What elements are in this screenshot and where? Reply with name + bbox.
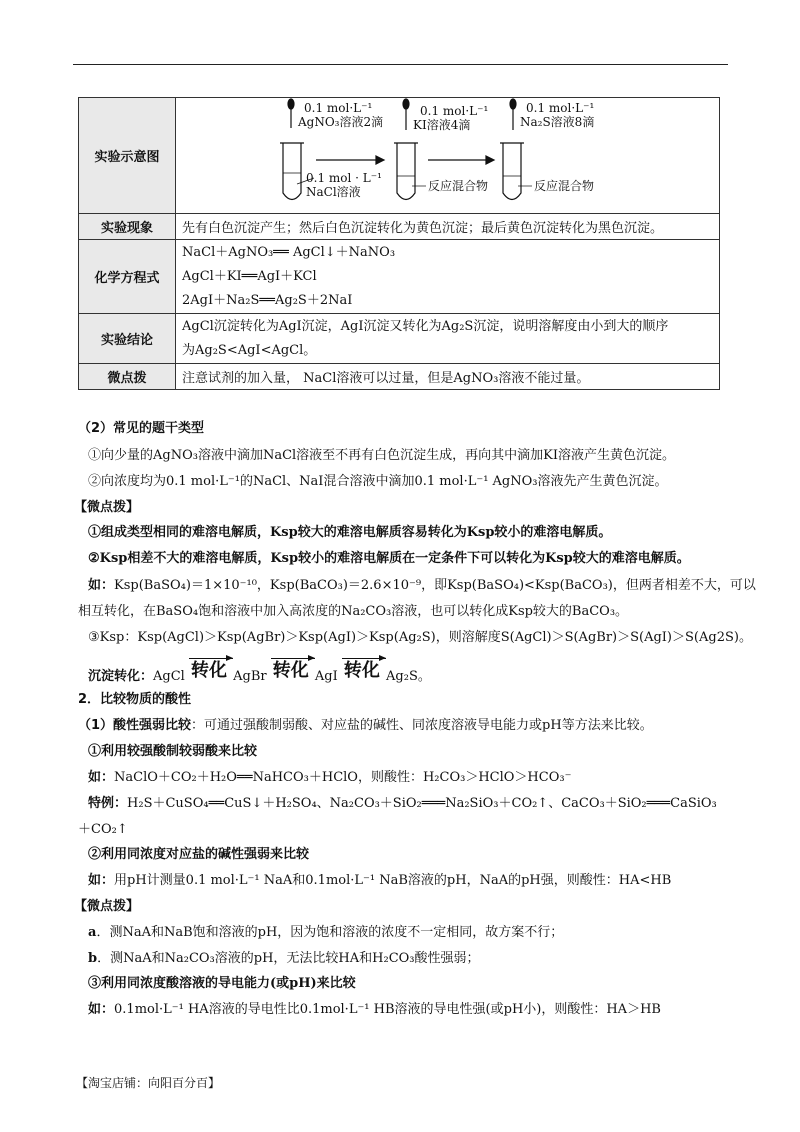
text-line: ＋CO₂↑ [78, 822, 128, 837]
text-line: ①向少量的AgNO₃溶液中滴加NaCl溶液至不再有白色沉淀生成，再向其中滴加KI溶液产生黄色沉淀。 [88, 448, 676, 463]
footer-shop: 【淘宝店铺：向阳百分百】 [76, 1076, 221, 1090]
compound-agcl: AgCl [153, 669, 185, 684]
compound-ag2s: Ag₂S。 [386, 669, 431, 684]
row-label: 实验结论 [79, 314, 176, 364]
compound-agi: AgI [314, 669, 338, 684]
compound-agbr: AgBr [233, 669, 267, 684]
subheading: （1）酸性强弱比较 [78, 718, 192, 733]
example-label: 如： [88, 578, 115, 593]
example-text: 0.1mol·L⁻¹ HA溶液的导电性比0.1mol·L⁻¹ HB溶液的导电性强(或pH小)，则酸性：HA＞HB [114, 1002, 661, 1017]
text-line: ③Ksp：Ksp(AgCl)＞Ksp(AgBr)＞Ksp(AgI)＞Ksp(Ag₂S)，则溶解度S(AgCl)＞S(AgBr)＞S(AgI)＞S(Ag2S)。 [88, 630, 752, 645]
text-line: ②向浓度均为0.1 mol·L⁻¹的NaCl、NaI混合溶液中滴加0.1 mol·L⁻¹ AgNO₃溶液先产生黄色沉淀。 [88, 474, 668, 489]
example-label: 如： [88, 1002, 115, 1017]
row-label: 化学方程式 [79, 240, 176, 314]
conversion-line [78, 662, 431, 686]
special-label: 特例： [88, 796, 128, 811]
text-line: 相互转化，在BaSO₄饱和溶液中加入高浓度的Na₂CO₃溶液，也可以转化成Ksp较大的BaCO₃。 [78, 604, 629, 619]
example-text: 用pH计测量0.1 mol·L⁻¹ NaA和0.1mol·L⁻¹ NaB溶液的pH，NaA的pH强，则酸性：HA<HB [114, 873, 672, 888]
conversion-word: 转化 [343, 660, 380, 681]
row-label: 实验现象 [79, 214, 176, 240]
item-text: ．测NaA和Na₂CO₃溶液的pH，无法比较HA和H₂CO₃酸性强弱； [97, 951, 480, 966]
tube2-reagent: KI溶液4滴 [413, 118, 471, 132]
example-label: 如： [88, 873, 115, 888]
conclusion [176, 314, 720, 364]
method-heading: ③利用同浓度酸溶液的导电能力(或pH)来比较 [88, 976, 356, 991]
conversion-word: 转化 [190, 660, 227, 681]
conversion-label: 沉淀转化： [88, 669, 154, 684]
table-row [79, 314, 720, 364]
dropper-icon [403, 99, 409, 130]
tube3-mixture: 反应混合物 [534, 179, 595, 193]
item-label: a [88, 925, 97, 940]
table-row [79, 214, 720, 240]
text-line [78, 795, 717, 813]
text-line [78, 717, 653, 735]
tip-heading: 【微点拨】 [74, 899, 140, 914]
table-row [79, 98, 720, 214]
tube2-reagent-conc: 0.1 mol·L⁻¹ [420, 104, 489, 118]
conclusion-line-2: 为Ag₂S<AgI<AgCl。 [182, 342, 317, 358]
item-label: b [88, 951, 98, 966]
tip-line: ①组成类型相同的难溶电解质，Ksp较大的难溶电解质容易转化为Ksp较小的难溶电解质。 [88, 525, 612, 540]
row-label: 实验示意图 [79, 98, 176, 214]
equation-3: 2AgI＋Na₂S══Ag₂S＋2NaI [182, 292, 353, 308]
equation-1: NaCl＋AgNO₃══ AgCl↓＋NaNO₃ [182, 244, 396, 260]
section-heading: （2）常见的题干类型 [78, 421, 205, 436]
experiment-table [78, 97, 720, 390]
dropper-icon [288, 99, 294, 128]
tube3-reagent: Na₂S溶液8滴 [520, 115, 595, 129]
phenomenon-text: 先有白色沉淀产生；然后白色沉淀转化为黄色沉淀；最后黄色沉淀转化为黑色沉淀。 [176, 214, 720, 240]
header-rule [73, 64, 728, 65]
conclusion-line-1: AgCl沉淀转化为AgI沉淀，AgI沉淀又转化为Ag₂S沉淀，说明溶解度由小到大的顺序 [182, 318, 669, 334]
table-row [79, 364, 720, 390]
tube1-solution-conc: 0.1 mol · L⁻¹ [306, 171, 382, 185]
test-tube-icon [283, 143, 301, 200]
section-heading: 2．比较物质的酸性 [78, 692, 192, 707]
method-heading: ①利用较强酸制较弱酸来比较 [88, 744, 258, 759]
example-text: Ksp(BaSO₄)＝1×10⁻¹⁰，Ksp(BaCO₃)＝2.6×10⁻⁹，即Ksp(BaSO₄)<Ksp(BaCO₃)，但两者相差不大，可以 [114, 578, 756, 593]
text-line [78, 769, 571, 787]
tip-text: 注意试剂的加入量， NaCl溶液可以过量，但是AgNO₃溶液不能过量。 [176, 364, 720, 390]
table-row [79, 240, 720, 314]
tube1-reagent-conc: 0.1 mol·L⁻¹ [304, 101, 373, 115]
row-label: 微点拨 [79, 364, 176, 390]
equations [176, 240, 720, 314]
text-line [78, 1001, 661, 1019]
test-tube-icon [397, 143, 415, 200]
text-line [78, 577, 756, 595]
method-heading: ②利用同浓度对应盐的碱性强弱来比较 [88, 847, 310, 862]
text-line [78, 924, 563, 942]
tube1-reagent: AgNO₃溶液2滴 [298, 115, 384, 129]
conversion-arrow-icon [271, 662, 311, 680]
tip-heading: 【微点拨】 [74, 500, 140, 515]
text-line [78, 872, 671, 890]
dropper-icon [510, 99, 516, 130]
conversion-arrow-icon [189, 662, 229, 680]
example-label: 如： [88, 770, 115, 785]
tube1-solution: NaCl溶液 [306, 185, 361, 199]
example-text: NaClO＋CO₂＋H₂O══NaHCO₃＋HClO，则酸性：H₂CO₃＞HClO＞HCO₃⁻ [114, 770, 572, 785]
tube3-reagent-conc: 0.1 mol·L⁻¹ [526, 101, 595, 115]
experiment-diagram [176, 98, 720, 214]
tip-line: ②Ksp相差不大的难溶电解质，Ksp较小的难溶电解质在一定条件下可以转化为Ksp较大的难溶电解质。 [88, 551, 690, 566]
test-tube-icon [503, 143, 521, 200]
conversion-word: 转化 [272, 660, 309, 681]
text-line [78, 950, 480, 968]
equation-2: AgCl＋KI══AgI＋KCl [182, 268, 317, 284]
special-text: H₂S＋CuSO₄══CuS↓＋H₂SO₄、Na₂CO₃＋SiO₂═══Na₂SiO₃＋CO₂↑、CaCO₃＋SiO₂═══CaSiO₃ [127, 796, 717, 811]
item-text: ．测NaA和NaB饱和溶液的pH，因为饱和溶液的浓度不一定相同，故方案不行； [96, 925, 564, 940]
conversion-arrow-icon [342, 662, 382, 680]
tube2-mixture: 反应混合物 [428, 179, 489, 193]
subheading-text: ：可通过强酸制弱酸、对应盐的碱性、同浓度溶液导电能力或pH等方法来比较。 [191, 718, 653, 733]
